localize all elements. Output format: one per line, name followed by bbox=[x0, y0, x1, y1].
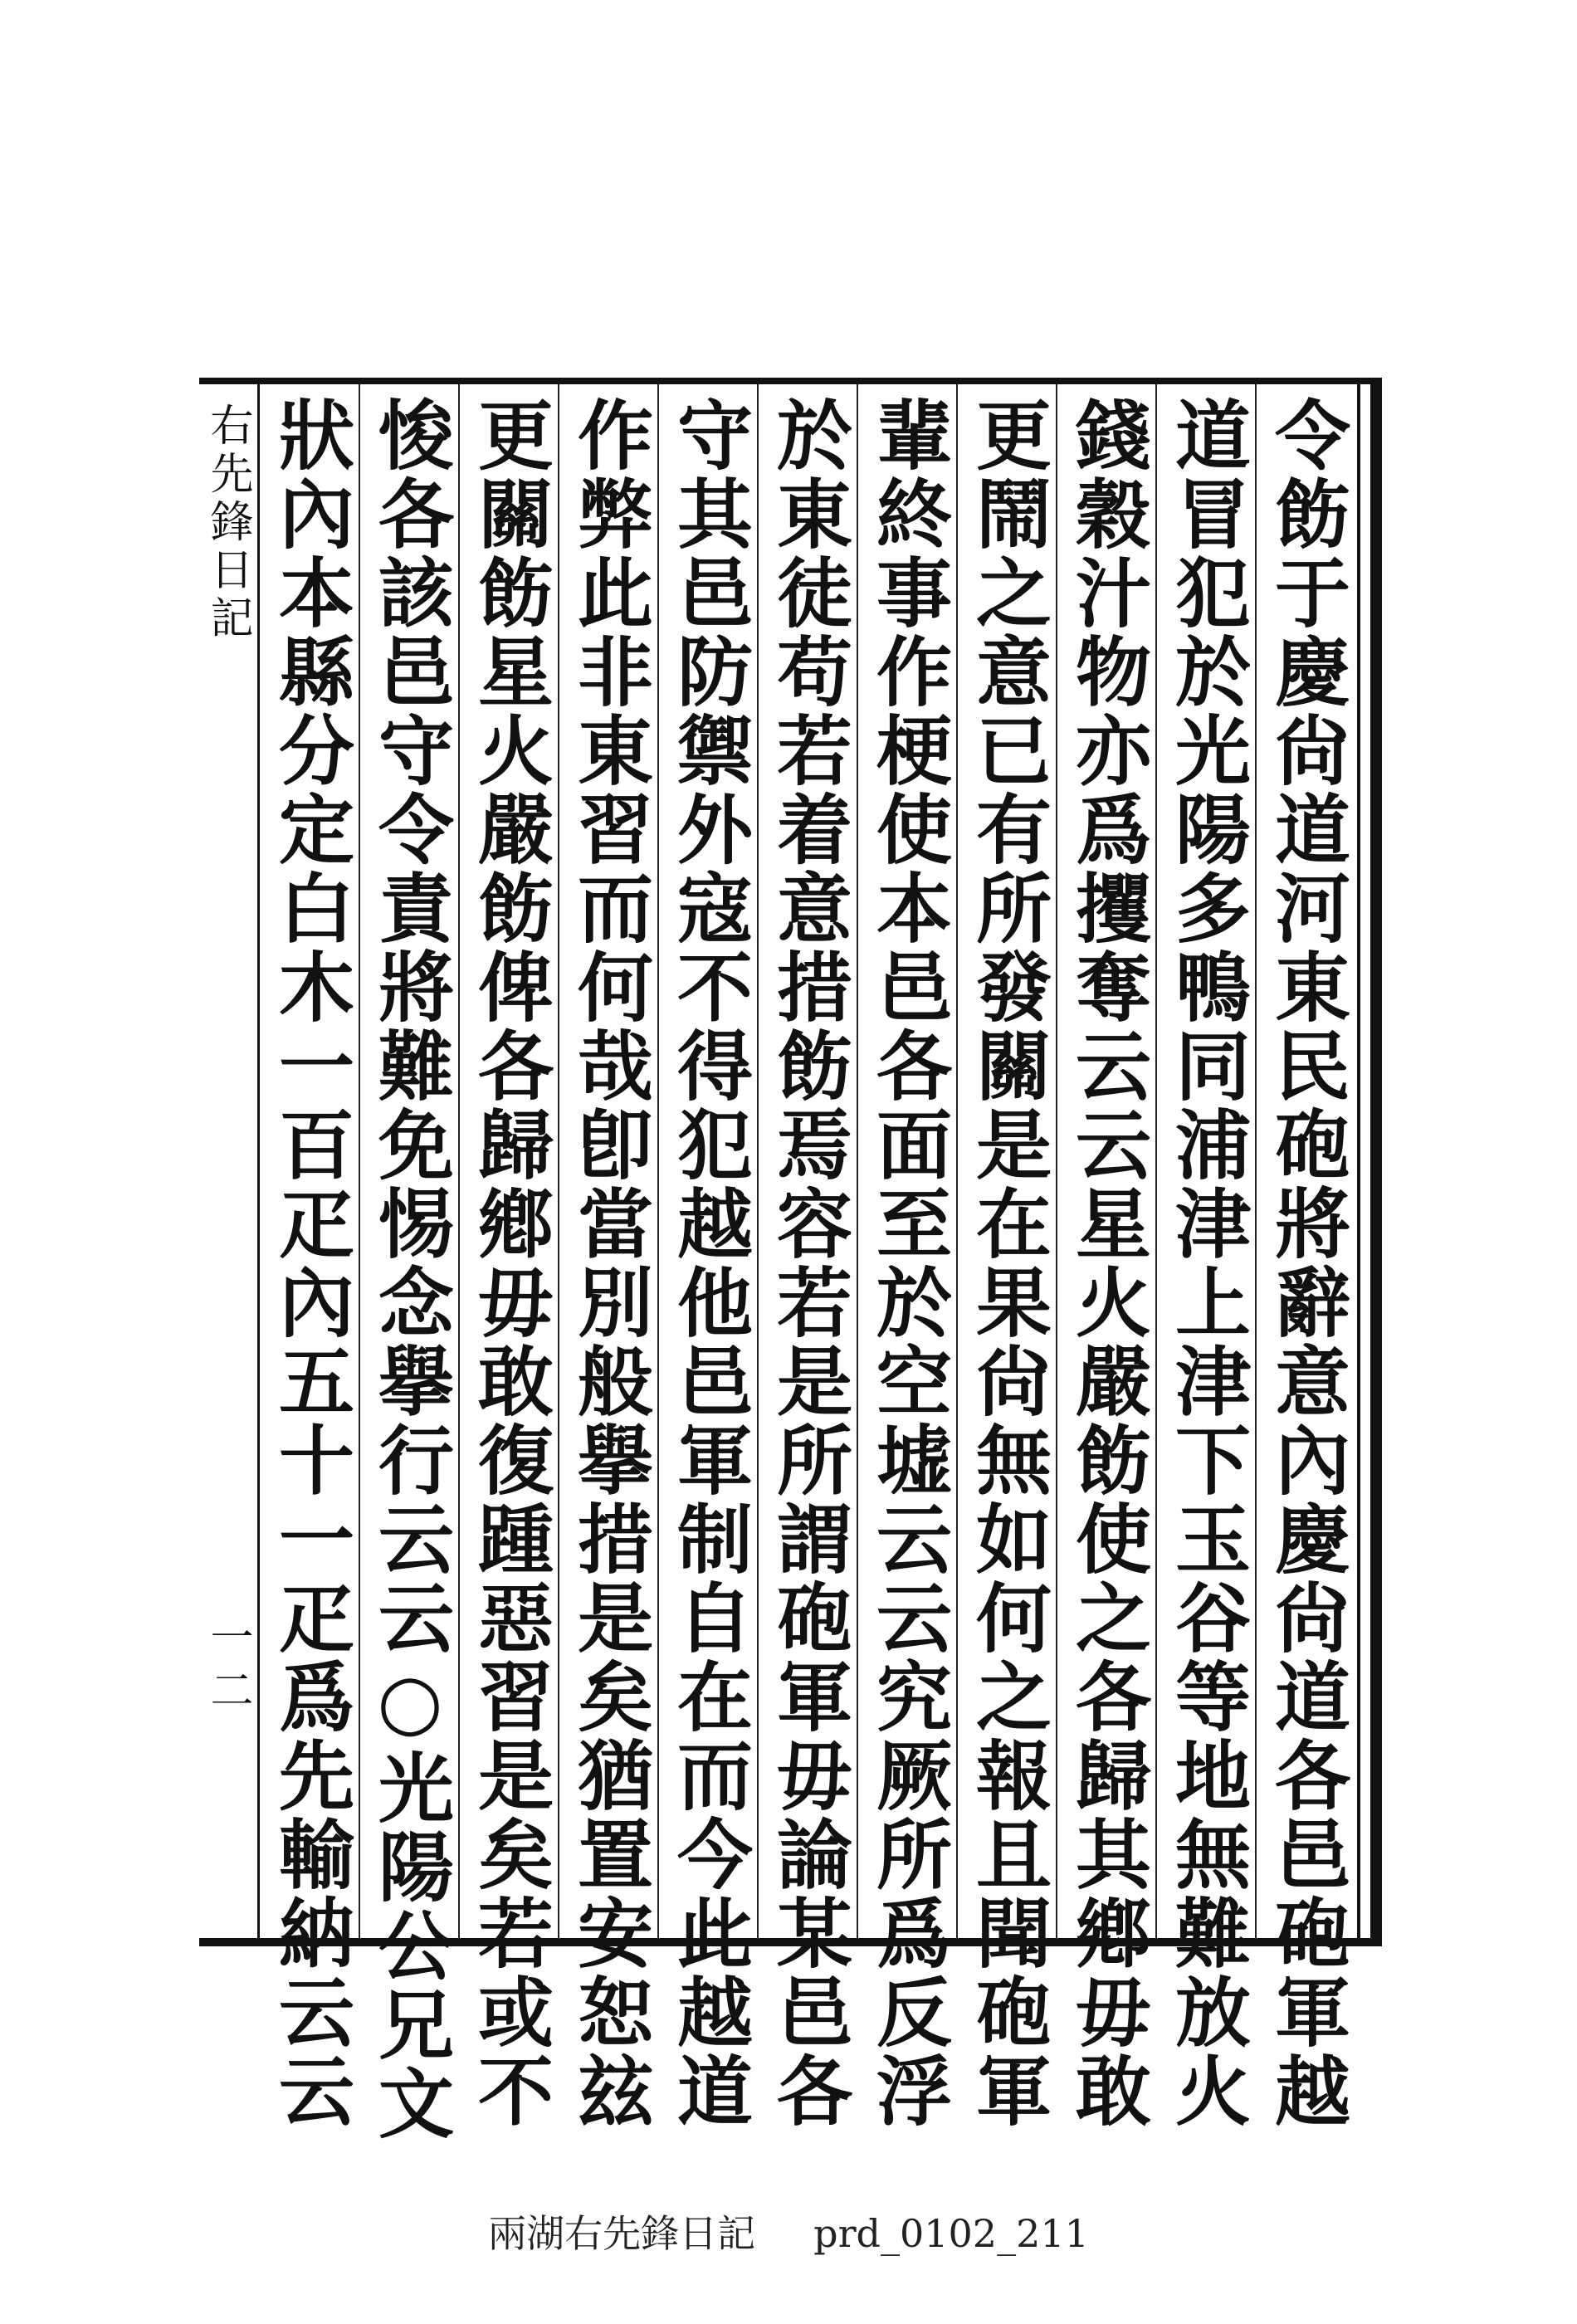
column-rule bbox=[359, 384, 360, 1938]
column-rule bbox=[757, 384, 759, 1938]
caption-image-id: prd_0102_211 bbox=[813, 2211, 1089, 2256]
column-rule bbox=[1056, 384, 1057, 1938]
column-rule bbox=[558, 384, 559, 1938]
column-rule bbox=[1155, 384, 1157, 1938]
text-column-11: 狀內本縣分定白木一百疋內五十一疋爲先輸納云云 bbox=[266, 396, 354, 2131]
column-rule bbox=[1255, 384, 1257, 1938]
column-rule bbox=[657, 384, 659, 1938]
text-column-8: 作弊此非東習而何哉卽當別般擧措是矣猶置安恕玆 bbox=[565, 396, 653, 2131]
text-column-9: 更關飭星火嚴飭俾各歸鄕毋敢復踵惡習是矣若或不 bbox=[466, 396, 554, 2131]
text-column-2: 道冒犯於光陽多鴨同浦津上津下玉谷等地無難放火 bbox=[1163, 396, 1251, 2131]
margin-book-title: 右先鋒日記 bbox=[203, 403, 252, 643]
text-column-1: 令飭于慶尙道河東民砲將辭意內慶尙道各邑砲軍越 bbox=[1262, 396, 1350, 2131]
text-column-3: 錢穀汁物亦爲攫奪云云星火嚴飭使之各歸其鄕毋敢 bbox=[1063, 396, 1151, 2131]
column-rule bbox=[458, 384, 460, 1938]
column-rule bbox=[956, 384, 958, 1938]
image-caption bbox=[0, 2204, 1577, 2258]
frame-left-inner-border bbox=[257, 384, 260, 1938]
column-rule bbox=[857, 384, 858, 1938]
text-column-10: 悛各該邑守令責將難免惕念擧行云云○光陽公兄文 bbox=[366, 396, 454, 2143]
margin-page-number: 一二 bbox=[203, 1614, 252, 1721]
text-column-5: 輩終事作梗使本邑各面至於空墟云云究厥所爲反浮 bbox=[864, 396, 952, 2131]
document-page bbox=[199, 378, 1382, 2143]
text-column-4: 更鬧之意已有所發關是在果尙無如何之報且聞砲軍 bbox=[964, 396, 1052, 2131]
caption-collection-title: 兩湖右先鋒日記 bbox=[488, 2211, 756, 2256]
frame-right-inner-border bbox=[1357, 378, 1360, 1946]
text-column-6: 於東徒苟若着意措飭焉容若是所謂砲軍毋論某邑各 bbox=[764, 396, 852, 2131]
text-column-7: 守其邑防禦外寇不得犯越他邑軍制自在而今此越道 bbox=[665, 396, 753, 2131]
frame-right-border bbox=[1370, 378, 1382, 1946]
frame-top-border bbox=[199, 378, 1382, 384]
margin-column bbox=[203, 403, 252, 1930]
